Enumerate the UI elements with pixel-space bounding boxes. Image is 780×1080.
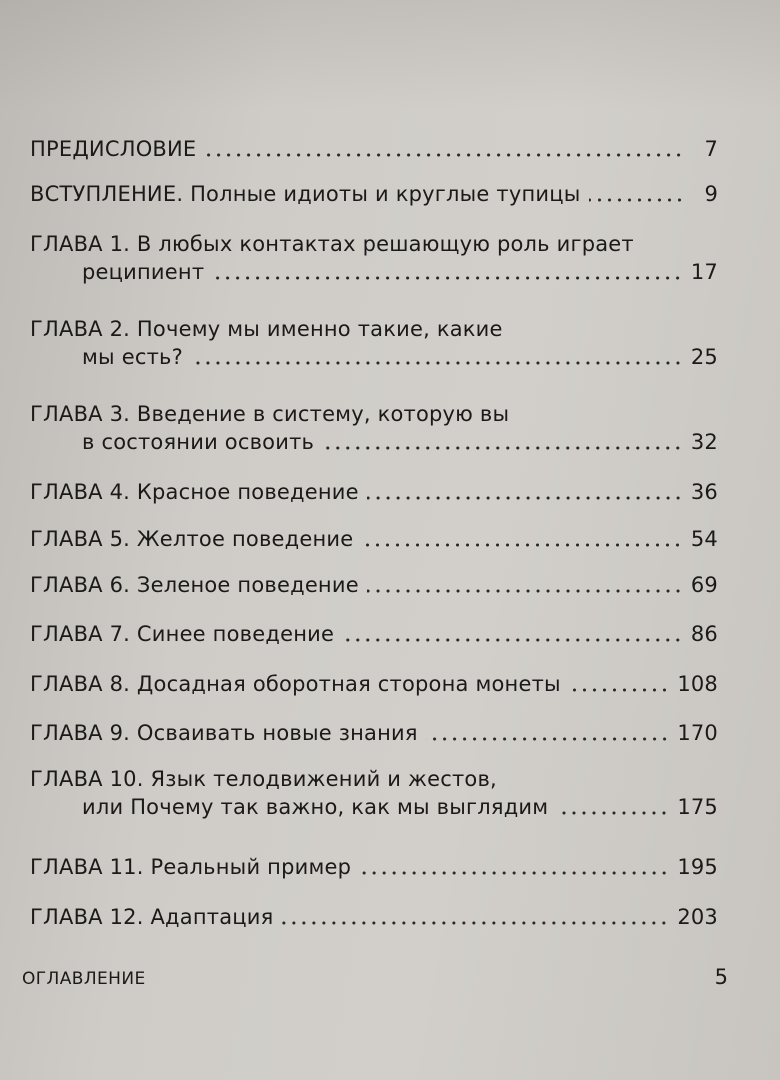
toc-page-number: 170: [677, 721, 718, 745]
toc-entry: [30, 315, 718, 371]
toc-entry-title: ГЛАВА 1. В любых контактах решающую роль играет: [30, 232, 634, 256]
toc-entry-title-continued: мы есть?: [82, 345, 183, 369]
toc-entry: [30, 135, 718, 163]
toc-entry-title-continued: или Почему так важно, как мы выглядим: [82, 795, 549, 819]
dot-leader: [342, 638, 683, 642]
toc-entry-title: ПРЕДИСЛОВИЕ: [30, 137, 197, 161]
toc-page-number: 36: [690, 480, 718, 504]
toc-entry-leader-row: [30, 180, 718, 208]
toc-entry-title: ГЛАВА 3. Введение в систему, которую вы: [30, 402, 510, 426]
toc-entry-leader-row: [30, 525, 718, 553]
page-footer: [22, 965, 728, 989]
dot-leader: [212, 276, 683, 280]
toc-entry: [30, 230, 718, 286]
toc-entry-title: ГЛАВА 11. Реальный пример: [30, 855, 352, 879]
toc-entry-title: ГЛАВА 10. Язык телодвижений и жестов,: [30, 767, 497, 791]
toc-entry-leader-row: [30, 343, 718, 371]
toc-entry: [30, 525, 718, 553]
page-number: 5: [714, 965, 728, 989]
toc-entry-title: ГЛАВА 8. Досадная оборотная сторона монеты: [30, 672, 561, 696]
toc-entry: [30, 180, 718, 208]
toc-entry-leader-row: [30, 620, 718, 648]
toc-page-number: 69: [690, 573, 718, 597]
toc-entry-leader-row: [30, 793, 718, 821]
toc-entry-title: ГЛАВА 5. Желтое поведение: [30, 527, 354, 551]
show-through-shadow: [0, 0, 780, 110]
dot-leader: [191, 361, 683, 365]
dot-leader: [556, 811, 669, 815]
running-footer-label: ОГЛАВЛЕНИЕ: [22, 969, 146, 989]
toc-entry-leader-row: [30, 903, 718, 931]
toc-page-number: 86: [690, 622, 718, 646]
dot-leader: [322, 446, 683, 450]
toc-entry-leader-row: [30, 135, 718, 163]
toc-entry: [30, 400, 718, 456]
dot-leader: [367, 496, 683, 500]
dot-leader: [426, 737, 670, 741]
toc-page-number: 9: [704, 182, 718, 206]
toc-entry-leader-row: [30, 258, 718, 286]
toc-page-number: 25: [690, 345, 718, 369]
dot-leader: [569, 688, 669, 692]
toc-entry: [30, 719, 718, 747]
toc-entry: [30, 903, 718, 931]
toc-entry-title: ГЛАВА 6. Зеленое поведение: [30, 573, 359, 597]
toc-entry-title: ВСТУПЛЕНИЕ. Полные идиоты и круглые тупицы: [30, 182, 581, 206]
dot-leader: [359, 871, 669, 875]
toc-entry-leader-row: [30, 719, 718, 747]
toc-entry: [30, 571, 718, 599]
toc-entry-title: ГЛАВА 7. Синее поведение: [30, 622, 335, 646]
toc-page-number: 175: [677, 795, 718, 819]
toc-page-number: 195: [677, 855, 718, 879]
toc-entry-title: ГЛАВА 4. Красное поведение: [30, 480, 359, 504]
toc-entry: [30, 620, 718, 648]
toc-entry-title: ГЛАВА 9. Осваивать новые знания: [30, 721, 418, 745]
toc-entry-leader-row: [30, 478, 718, 506]
toc-entry: [30, 853, 718, 881]
dot-leader: [281, 921, 669, 925]
toc-entry-leader-row: [30, 428, 718, 456]
toc-page-number: 54: [690, 527, 718, 551]
toc-page-number: 108: [677, 672, 718, 696]
toc-page-number: 32: [690, 430, 718, 454]
toc-entry: [30, 478, 718, 506]
toc-page-number: 203: [677, 905, 718, 929]
toc-page-number: 17: [690, 260, 718, 284]
toc-entry: [30, 670, 718, 698]
toc-entry-title: ГЛАВА 12. Адаптация: [30, 905, 274, 929]
toc-entry-title-continued: в состоянии освоить: [82, 430, 315, 454]
dot-leader: [361, 543, 683, 547]
toc-entry-leader-row: [30, 853, 718, 881]
dot-leader: [589, 198, 685, 202]
toc-page-number: 7: [704, 137, 718, 161]
toc-entry-leader-row: [30, 571, 718, 599]
dot-leader: [204, 153, 684, 157]
toc-entry-title: ГЛАВА 2. Почему мы именно такие, какие: [30, 317, 503, 341]
toc-entry-title-continued: реципиент: [82, 260, 205, 284]
toc-entry: [30, 765, 718, 821]
dot-leader: [367, 589, 683, 593]
toc-entry-leader-row: [30, 670, 718, 698]
